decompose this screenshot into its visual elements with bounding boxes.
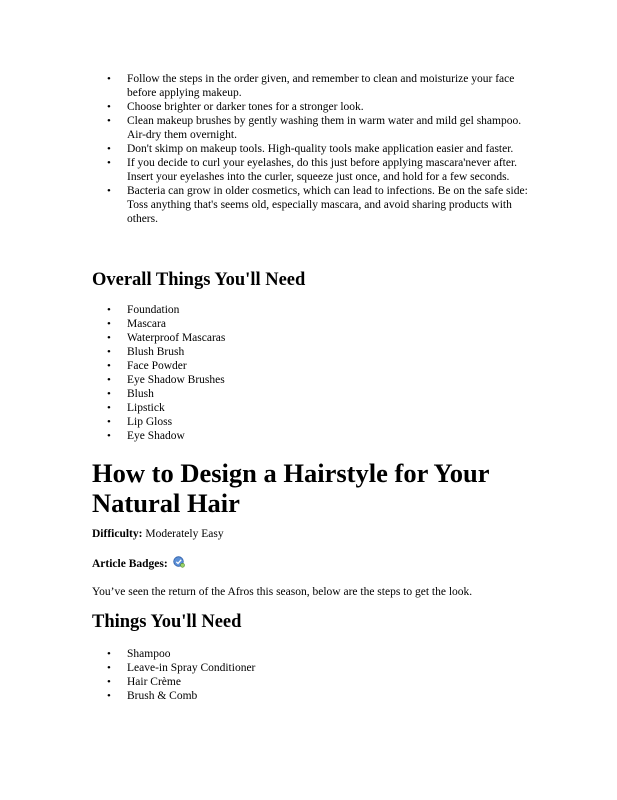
list-item — [93, 142, 533, 156]
tip-text: Clean makeup brushes by gently washing them in warm water and mild gel shampoo. Air-dry them overnight. — [127, 115, 522, 141]
list-item: • Eye Shadow Brushes — [93, 373, 473, 387]
tips-list — [93, 72, 533, 226]
article-intro: You’ve seen the return of the Afros this season, below are the steps to get the look. — [92, 586, 473, 598]
list-item — [93, 156, 533, 184]
list-item: • Hair Crème — [93, 675, 473, 689]
difficulty-value: Moderately Easy — [145, 528, 224, 540]
tip-text: Bacteria can grow in older cosmetics, which can lead to infections. Be on the safe side: Toss anything that's seems old, especially mascara, and avoid sharing products with others. — [127, 185, 528, 225]
badges-line — [92, 556, 185, 571]
list-item: • Waterproof Mascaras — [93, 331, 473, 345]
overall-needs-heading: Overall Things You'll Need — [92, 270, 306, 290]
list-item — [93, 72, 533, 100]
list-item: • Mascara — [93, 317, 473, 331]
list-item: • Shampoo — [93, 647, 473, 661]
list-item: • Lipstick — [93, 401, 473, 415]
overall-needs-list — [93, 303, 473, 443]
list-item: • Leave-in Spray Conditioner — [93, 661, 473, 675]
list-item: • Face Powder — [93, 359, 473, 373]
tip-text: Don't skimp on makeup tools. High-quality tools make application easier and faster. — [127, 143, 514, 155]
tip-text: Choose brighter or darker tones for a stronger look. — [127, 101, 364, 113]
things-needed-list — [93, 647, 473, 703]
list-item: • Eye Shadow — [93, 429, 473, 443]
list-item — [93, 100, 533, 114]
things-needed-heading: Things You'll Need — [92, 612, 242, 632]
list-item — [93, 114, 533, 142]
tip-text: If you decide to curl your eyelashes, do this just before applying mascara'never after. Insert your eyelashes into the curler, squeeze just once, and hold for a few seconds. — [127, 157, 518, 183]
list-item: • Blush — [93, 387, 473, 401]
article-title: How to Design a Hairstyle for Your Natural Hair — [92, 458, 489, 518]
badges-label: Article Badges: — [92, 558, 168, 570]
difficulty-label: Difficulty: — [92, 528, 143, 540]
list-item: • Lip Gloss — [93, 415, 473, 429]
tip-text: Follow the steps in the order given, and remember to clean and moisturize your face before applying makeup. — [127, 73, 515, 99]
difficulty-line — [92, 527, 224, 541]
list-item: • Brush & Comb — [93, 689, 473, 703]
list-item — [93, 184, 533, 226]
list-item: • Foundation — [93, 303, 473, 317]
badge-icon[interactable] — [173, 556, 185, 568]
list-item: • Blush Brush — [93, 345, 473, 359]
